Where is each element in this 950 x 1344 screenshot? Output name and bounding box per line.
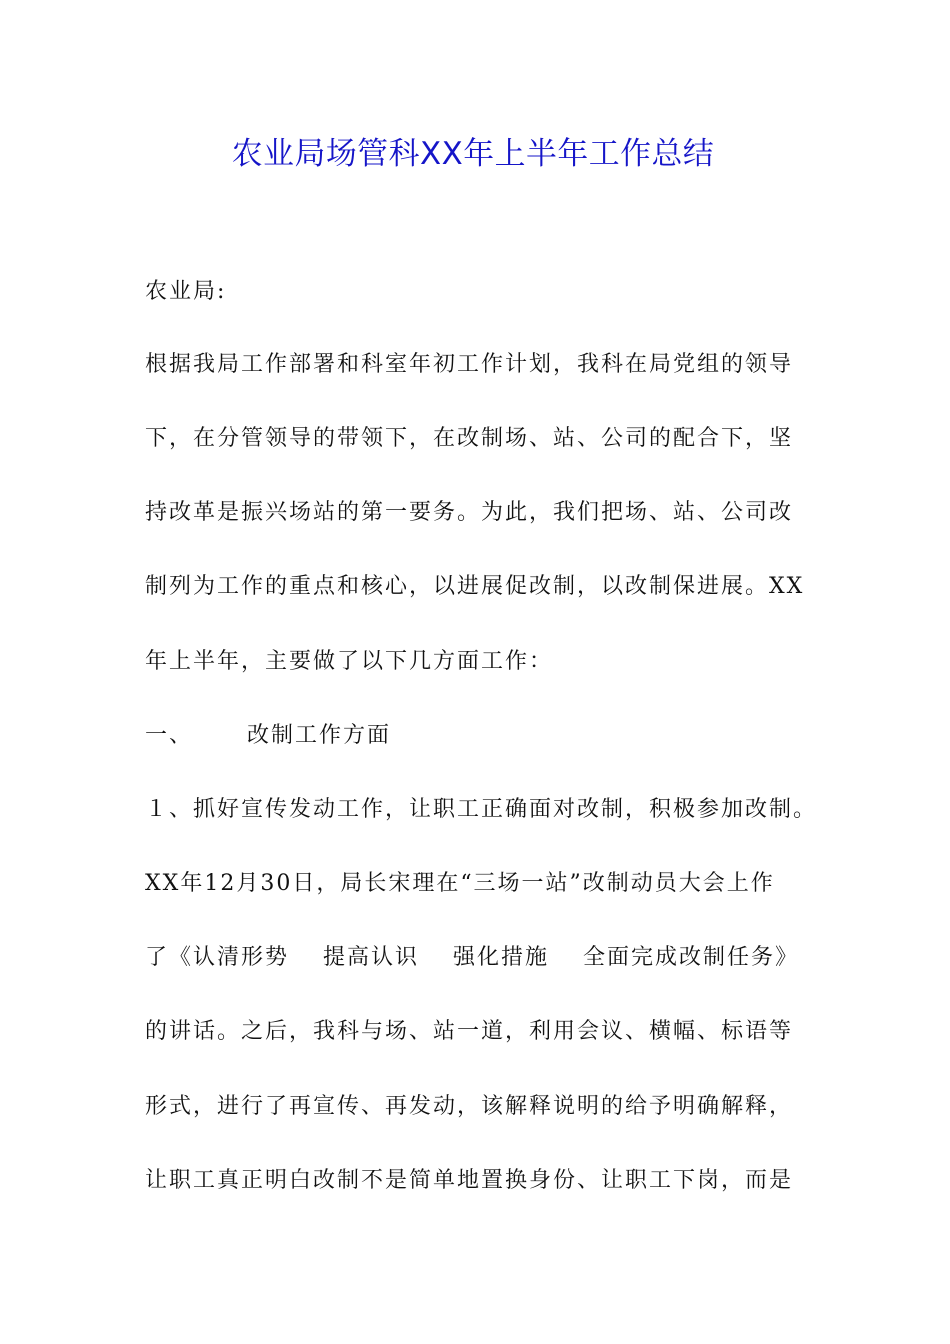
paragraph-line: XX年12月30日，局长宋理在“三场一站”改制动员大会上作 — [145, 871, 775, 896]
section-heading — [145, 718, 391, 749]
section-heading-text: 改制工作方面 — [247, 723, 392, 748]
paragraph-line: 制列为工作的重点和核心，以进展促改制，以改制保进展。XX — [145, 574, 805, 599]
speech-title-prefix: 了《认清形势 — [145, 945, 290, 970]
speech-title-part: 全面完成改制任务》 — [583, 945, 800, 970]
paragraph-line: 下，在分管领导的带领下，在改制场、站、公司的配合下，坚 — [145, 426, 794, 451]
speech-title-line — [145, 940, 799, 971]
paragraph-line: 根据我局工作部署和科室年初工作计划，我科在局党组的领导 — [145, 352, 794, 377]
paragraph-line: 让职工真正明白改制不是简单地置换身份、让职工下岗，而是 — [145, 1168, 794, 1193]
salutation: 农业局: — [145, 279, 227, 304]
paragraph-line: 的讲话。之后，我科与场、站一道，利用会议、横幅、标语等 — [145, 1019, 794, 1044]
paragraph-line: 年上半年，主要做了以下几方面工作： — [145, 649, 554, 674]
document-title: 农业局场管科XX年上半年工作总结 — [231, 136, 715, 172]
section-number: 一、 — [145, 723, 194, 748]
speech-title-part: 提高认识 — [323, 945, 420, 970]
paragraph-line: 持改革是振兴场站的第一要务。为此，我们把场、站、公司改 — [145, 500, 794, 525]
paragraph-line: １、抓好宣传发动工作，让职工正确面对改制，积极参加改制。 — [145, 797, 818, 822]
paragraph-line: 形式，进行了再宣传、再发动，该解释说明的给予明确解释， — [145, 1094, 794, 1119]
speech-title-part: 强化措施 — [453, 945, 550, 970]
